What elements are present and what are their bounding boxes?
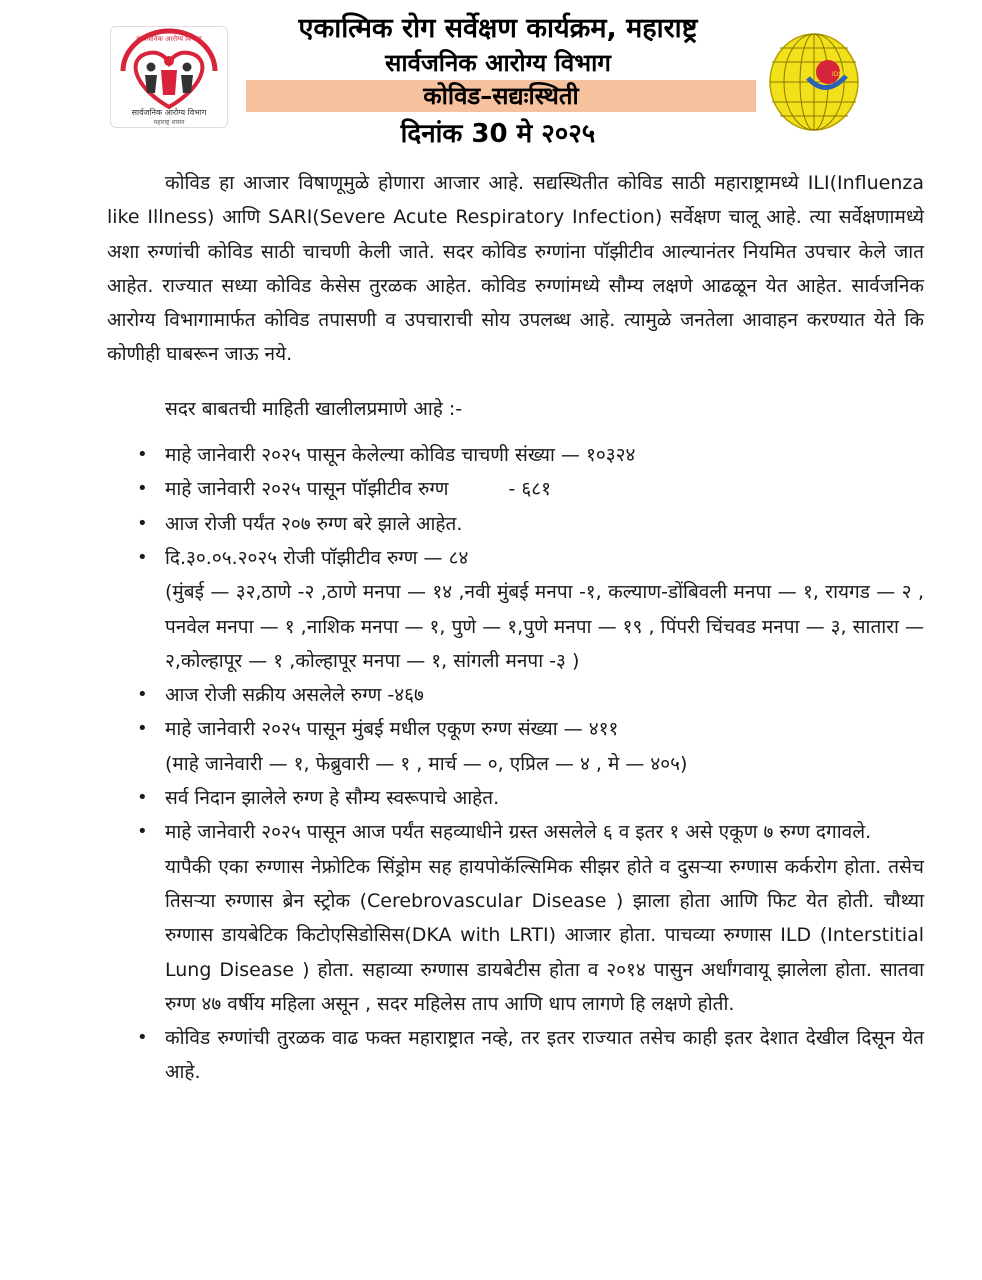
header-line-2: सार्वजनिक आरोग्य विभाग (385, 49, 611, 77)
list-item (107, 507, 924, 541)
list-item (107, 781, 924, 815)
facts-list (107, 438, 924, 1090)
list-item-text: आज रोजी पर्यंत २०७ रुग्ण बरे झाले आहेत. (165, 512, 463, 535)
bullet-icon: • (137, 718, 148, 740)
list-item (107, 1021, 924, 1090)
list-item-text: माहे जानेवारी २०२५ पासून पॉझीटीव रुग्ण (165, 478, 449, 501)
logo-top-text: सार्वजनिक आरोग्य विभाग (136, 35, 202, 43)
bullet-icon: • (137, 684, 148, 706)
bullet-icon: • (137, 478, 148, 500)
bullet-icon: • (137, 1027, 148, 1049)
bullet-icon: • (137, 512, 148, 534)
logo-subcaption: महाराष्ट्र शासन (153, 119, 185, 126)
list-item-text: माहे जानेवारी २०२५ पासून केलेल्या कोविड चाचणी संख्या — १०३२४ (165, 444, 636, 467)
idsp-logo-text: IDSP (832, 71, 846, 78)
list-item (107, 678, 924, 712)
list-item (107, 712, 924, 781)
list-item-text: दि.३०.०५.२०२५ रोजी पॉझीटीव रुग्ण — ८४ (165, 546, 469, 569)
list-intro: सदर बाबतची माहिती खालीलप्रमाणे आहे :- (165, 397, 463, 420)
intro-paragraph: कोविड हा आजार विषाणूमुळे होणारा आजार आहे. सद्यस्थितीत कोविड साठी महाराष्ट्रामध्ये ILI(Influenza like Illness) आणि SARI(Severe Acute Respiratory Infection) सर्वेक्षण चालू आहे. त्या सर्वेक्षणामध्ये अशा रुग्णांची कोविड साठी चाचणी केली जाते. सदर कोविड रुग्णांना पॉझीटीव आल्यानंतर नियमित उपचार केले जात आहेत. राज्यात सध्या कोविड केसेस तुरळक आहेत. कोविड रुग्णांमध्ये सौम्य लक्षणे आढळून येत आहेत. सार्वजनिक आरोग्य विभागामार्फत कोविड तपासणी व उपचाराची सोय उपलब्ध आहे. त्यामुळे जनतेला आवाहन करण्यात येते कि कोणीही घाबरून जाऊ नये. (107, 172, 924, 366)
list-item (107, 438, 924, 472)
bullet-icon: • (137, 787, 148, 809)
list-item-detail: (माहे जानेवारी — १, फेब्रुवारी — १ , मार्च — ०, एप्रिल — ४ , मे — ४०५) (165, 752, 688, 775)
bullet-icon: • (137, 821, 148, 843)
list-item-value: - ६८१ (508, 478, 551, 501)
list-item (107, 541, 924, 678)
list-item-text: माहे जानेवारी २०२५ पासून आज पर्यंत सहव्याधीने ग्रस्त असलेले ६ व इतर १ असे एकूण ७ रुग्ण दगावले. (165, 821, 872, 844)
header-status-banner: कोविड–सद्यःस्थिती (246, 80, 756, 112)
list-item-text: माहे जानेवारी २०२५ पासून मुंबई मधील एकूण रुग्ण संख्या — ४११ (165, 718, 619, 741)
public-health-department-logo (110, 26, 228, 128)
list-item-detail: यापैकी एका रुग्णास नेफ्रोटिक सिंड्रोम सह हायपोकॅल्सिमिक सीझर होते व दुसऱ्या रुग्णास कर्करोग होता. तसेच तिसऱ्या रुग्णास ब्रेन स्ट्रोक (Cerebrovascular Disease ) झाला होता आणि फिट येत होती. चौथ्या रुग्णास डायबेटिक किटोएसिडोसिस(DKA with LRTI) आजार होता. पाचव्या रुग्णास ILD (Interstitial Lung Disease ) होता. सहाव्या रुग्णास डायबेटीस होता व २०१४ पासुन अर्धांगवायू झालेला होता. सातवा रुग्ण ४७ वर्षीय महिला असून , सदर महिलेस ताप आणि धाप लागणे हि लक्षणे होती. (165, 855, 924, 1015)
header-date: दिनांक 30 मे २०२५ (400, 119, 596, 149)
bullet-icon: • (137, 444, 148, 466)
idsp-globe-logo (768, 32, 860, 132)
header-line-1: एकात्मिक रोग सर्वेक्षण कार्यक्रम, महाराष्ट्र (298, 13, 698, 44)
logo-caption: सार्वजनिक आरोग्य विभाग (131, 108, 207, 117)
list-item-detail: (मुंबई — ३२,ठाणे -२ ,ठाणे मनपा — १४ ,नवी मुंबई मनपा -१, कल्याण-डोंबिवली मनपा — १, रायगड — २ , पनवेल मनपा — १ ,नाशिक मनपा — १, पुणे — १,पुणे मनपा — १९ , पिंपरी चिंचवड मनपा — ३, सातारा — २,कोल्हापूर — १ ,कोल्हापूर मनपा — १, सांगली मनपा -३ ) (165, 581, 924, 672)
list-item-text: आज रोजी सक्रीय असलेले रुग्ण -४६७ (165, 684, 424, 707)
document-body (107, 166, 924, 1090)
list-item-text: कोविड रुग्णांची तुरळक वाढ फक्त महाराष्ट्रात नव्हे, तर इतर राज्यात तसेच काही इतर देशात देखील दिसून येत आहे. (165, 1027, 924, 1084)
document-header (0, 0, 982, 150)
bullet-icon: • (137, 546, 148, 568)
list-item (107, 472, 924, 506)
list-item-text: सर्व निदान झालेले रुग्ण हे सौम्य स्वरूपाचे आहेत. (165, 787, 500, 810)
list-item (107, 815, 924, 1021)
